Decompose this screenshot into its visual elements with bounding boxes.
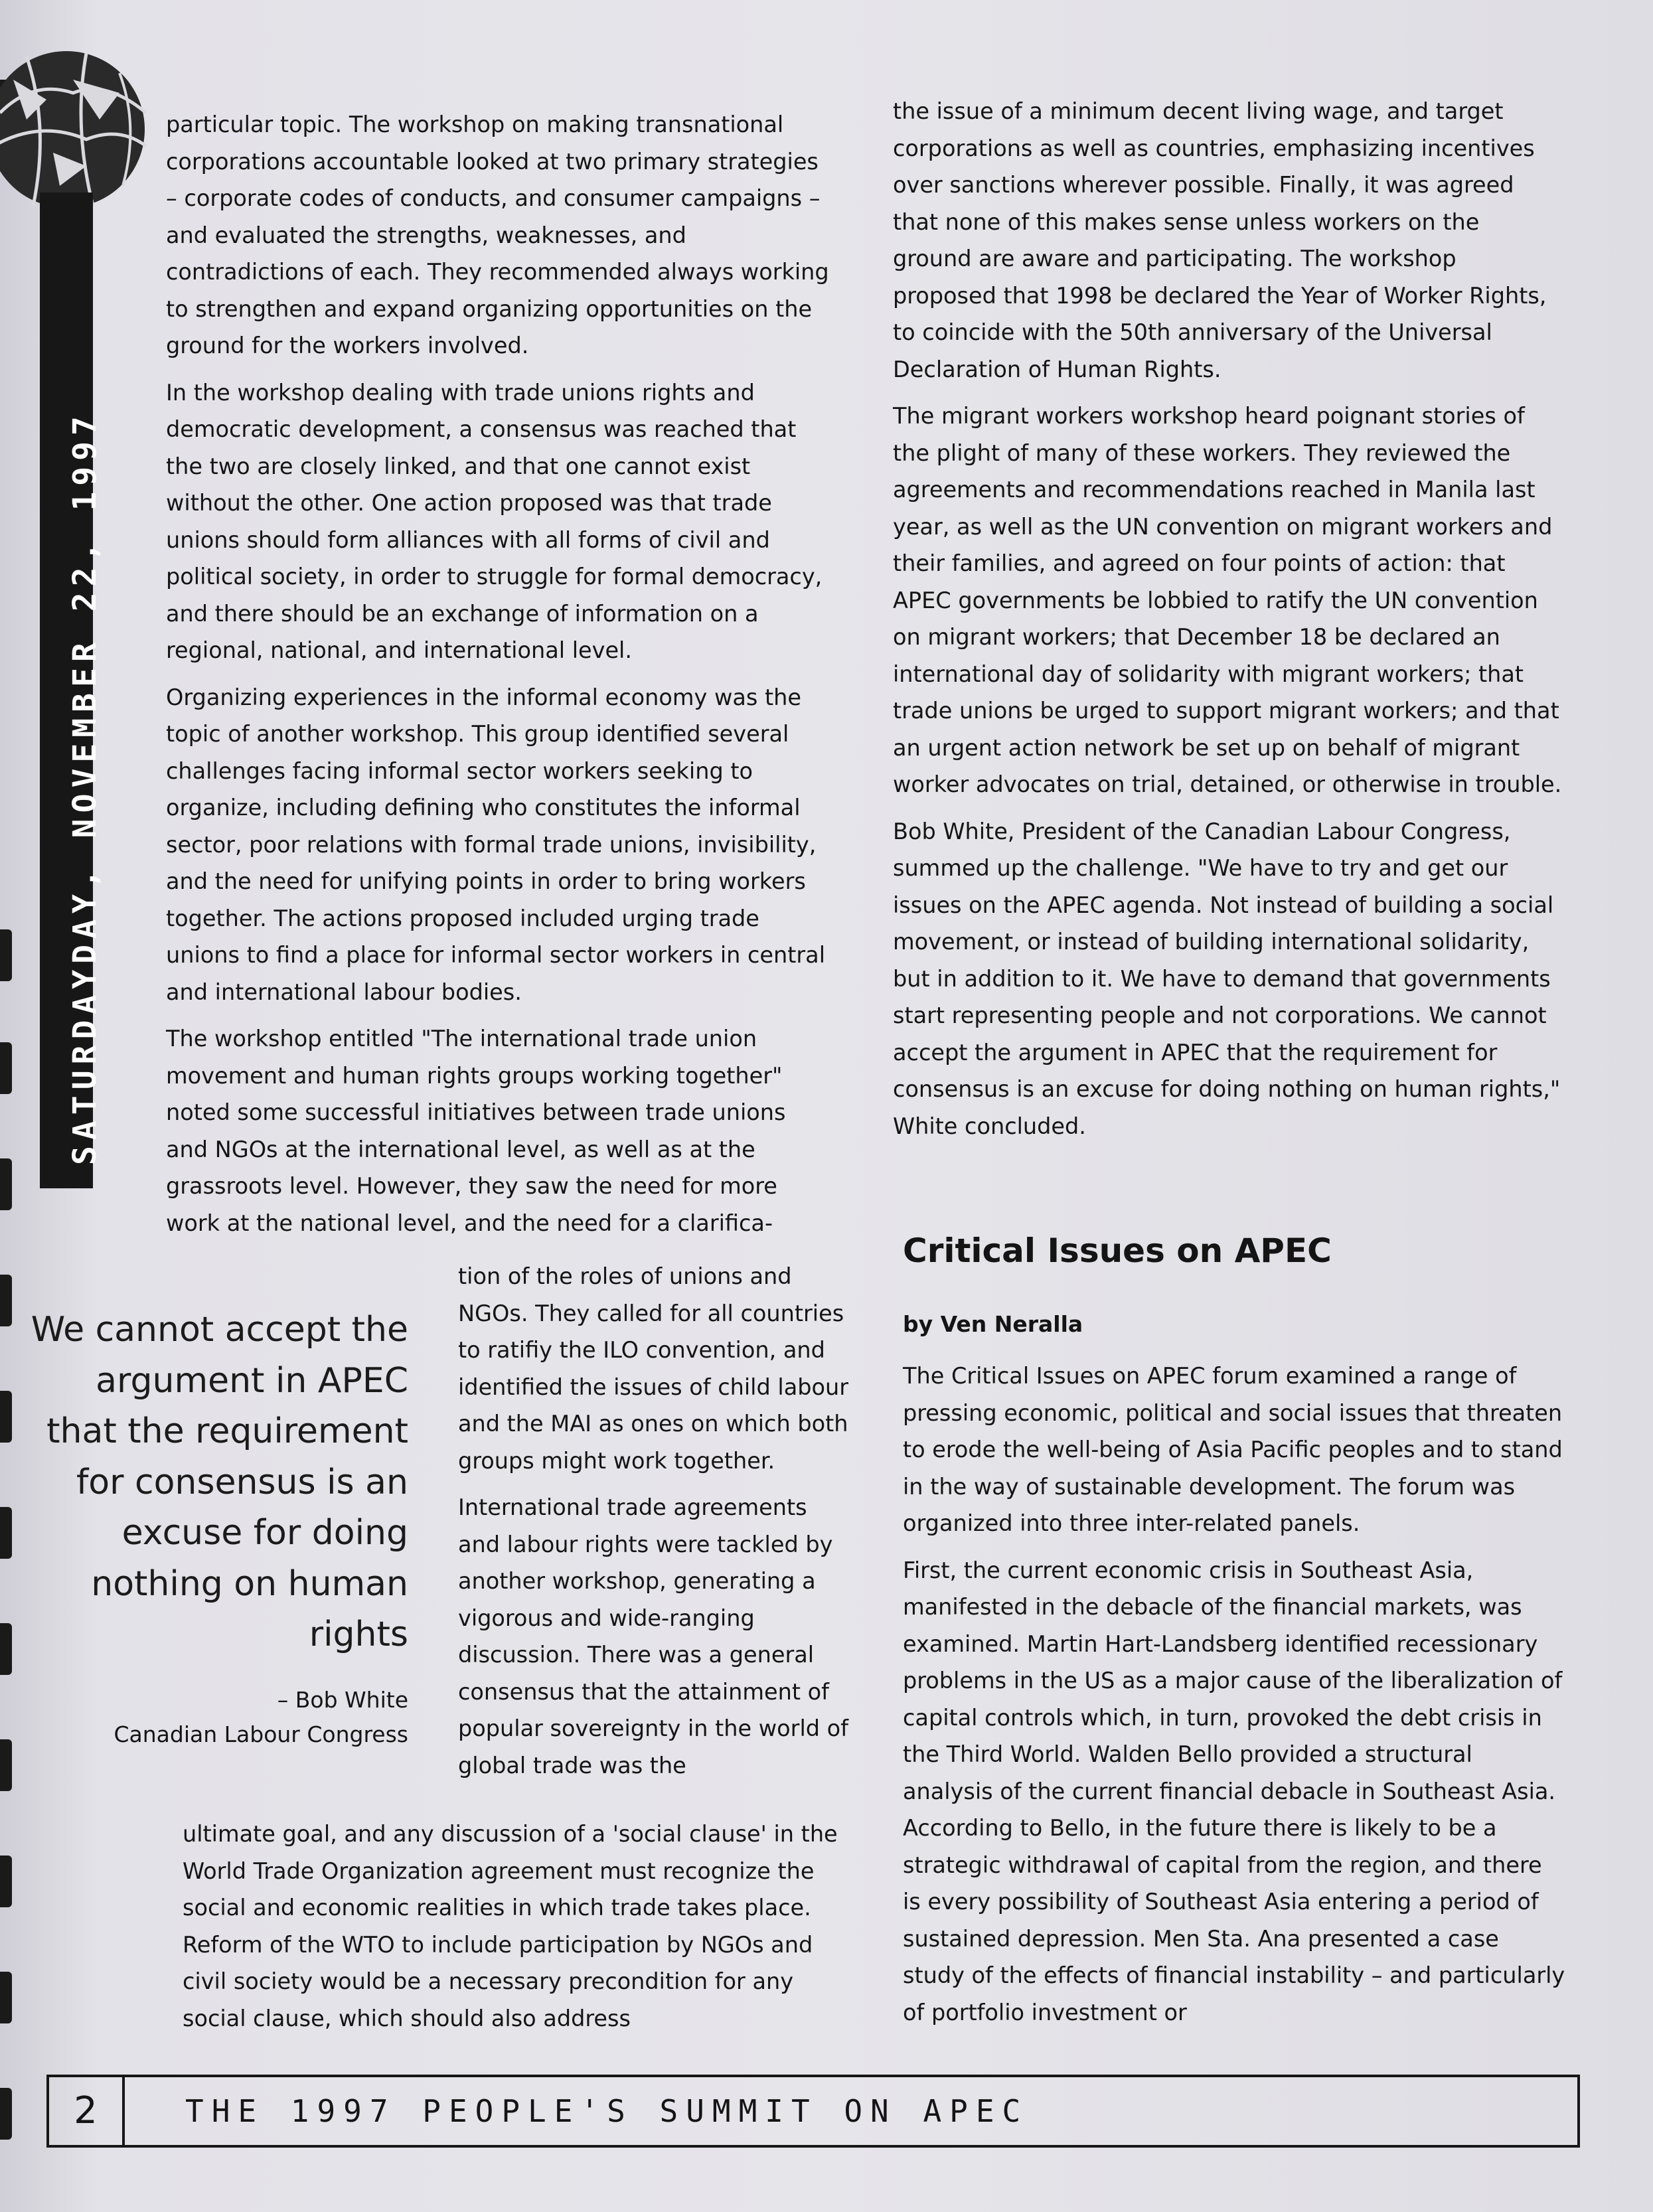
section-body xyxy=(903,1358,1567,2041)
publication-title: THE 1997 PEOPLE'S SUMMIT ON APEC xyxy=(185,2093,1029,2129)
pull-quote: We cannot accept the argument in APEC that the requirement for consensus is an excuse for doing nothing on human rights xyxy=(31,1310,408,1654)
binding-hole xyxy=(0,1856,12,1907)
issue-date: SATURDAYDAY, NOVEMBER 22, 1997 xyxy=(66,410,104,1165)
left-column xyxy=(166,106,830,1251)
byline: by Ven Neralla xyxy=(903,1311,1083,1337)
binding-hole xyxy=(0,929,12,981)
attribution-name: – Bob White xyxy=(277,1687,408,1713)
page-number: 2 xyxy=(49,2077,125,2145)
narrow-column xyxy=(458,1258,850,1794)
binding-hole xyxy=(0,1391,12,1443)
paragraph: The workshop entitled "The international trade union movement and human rights groups working together" noted some successful initiatives between trade unions and NGOs at the international level, as well as at the grassroots level. However, they saw the need for more work at the national level, and the need for a clarifica- xyxy=(166,1026,786,1236)
right-column xyxy=(893,93,1563,1154)
binding-hole xyxy=(0,1623,12,1675)
paragraph: tion of the roles of unions and NGOs. They called for all countries to ratifiy the ILO convention, and identified the issues of child labour and the MAI as ones on which both groups might work together. xyxy=(458,1263,848,1474)
attribution-org: Canadian Labour Congress xyxy=(114,1721,408,1747)
paragraph: First, the current economic crisis in Southeast Asia, manifested in the debacle of the financial markets, was examined. Martin Hart-Landsberg identified recessionary problems in the US as a major cause of the liberalization of capital controls which, in turn, provoked the debt crisis in the Third World. Walden Bello provided a structural analysis of the current financial debacle in Southeast Asia. According to Bello, in the future there is likely to be a strategic withdrawal of capital from the region, and there is every possibility of Southeast Asia entering a period of sustained depression. Men Sta. Ana presented a case study of the effects of financial instability – and particularly of portfolio investment or xyxy=(903,1557,1565,2025)
paragraph: Bob White, President of the Canadian Labour Congress, summed up the challenge. "We have to try and get our issues on the APEC agenda. Not instead of building a social movement, or instead of building international solidarity, but in addition to it. We have to demand that governments start representing people and not corporations. We cannot accept the argument in APEC that the requirement for consensus is an excuse for doing nothing on human rights," White concluded. xyxy=(893,818,1561,1139)
binding-hole xyxy=(0,1972,12,2023)
paragraph: In the workshop dealing with trade unions rights and democratic development, a consensus was reached that the two are closely linked, and that one cannot exist without the other. One action proposed was that trade unions should form alliances with all forms of civil and political society, in order to struggle for formal democracy, and there should be an exchange of information on a regional, national, and international level. xyxy=(166,379,823,663)
pull-quote-attribution xyxy=(27,1683,408,1752)
page-footer xyxy=(46,2075,1580,2148)
paragraph: International trade agreements and labour rights were tackled by another workshop, generating a vigorous and wide-ranging discussion. There was a general consensus that the attainment of popular sovereignty in the world of global trade was the xyxy=(458,1494,848,1778)
binding-hole xyxy=(0,1275,12,1326)
paragraph: Organizing experiences in the informal economy was the topic of another workshop. This group identified several challenges facing informal sector workers seeking to organize, including defining who constitutes the informal sector, poor relations with formal trade unions, invisibility, and the need for unifying points in order to bring workers together. The actions proposed included urging trade unions to find a place for informal sector workers in central and international labour bodies. xyxy=(166,684,826,1005)
left-column-continuation xyxy=(183,1816,840,2037)
globe-icon xyxy=(0,40,166,212)
binding-hole xyxy=(0,1507,12,1559)
binding-hole xyxy=(0,1158,12,1210)
paragraph: the issue of a minimum decent living wage, and target corporations as well as countries, emphasizing incentives over sanctions wherever possible. Finally, it was agreed that none of this makes sense unless workers on the ground are aware and participating. The workshop proposed that 1998 be declared the Year of Worker Rights, to coincide with the 50th anniversary of the Universal Declaration of Human Rights. xyxy=(893,98,1547,382)
paragraph: ultimate goal, and any discussion of a 'social clause' in the World Trade Organization agreement must recognize the social and economic realities in which trade takes place. Reform of the WTO to include participation by NGOs and civil society would be a necessary precondition for any social clause, which should also address xyxy=(183,1821,838,2031)
binding-hole xyxy=(0,1739,12,1791)
section-title: Critical Issues on APEC xyxy=(903,1231,1332,1270)
binding-hole xyxy=(0,1042,12,1094)
paragraph: The migrant workers workshop heard poignant stories of the plight of many of these workers. They reviewed the agreements and recommendations reached in Manila last year, as well as the UN convention on migrant workers and their families, and agreed on four points of action: that APEC governments be lobbied to ratify the UN convention on migrant workers; that December 18 be declared an international day of solidarity with migrant workers; that trade unions be urged to support migrant workers; and that an urgent action network be set up on behalf of migrant worker advocates on trial, detained, or otherwise in trouble. xyxy=(893,403,1562,797)
binding-hole xyxy=(0,2088,12,2140)
paragraph: The Critical Issues on APEC forum examined a range of pressing economic, political and social issues that threaten to erode the well-being of Asia Pacific peoples and to stand in the way of sustainable development. The forum was organized into three inter-related panels. xyxy=(903,1363,1563,1536)
paragraph: particular topic. The workshop on making transnational corporations accountable looked at two primary strategies – corporate codes of conducts, and consumer campaigns – and evaluated the strengths, weaknesses, and contradictions of each. They recommended always working to strengthen and expand organizing opportunities on the ground for the workers involved. xyxy=(166,112,829,358)
